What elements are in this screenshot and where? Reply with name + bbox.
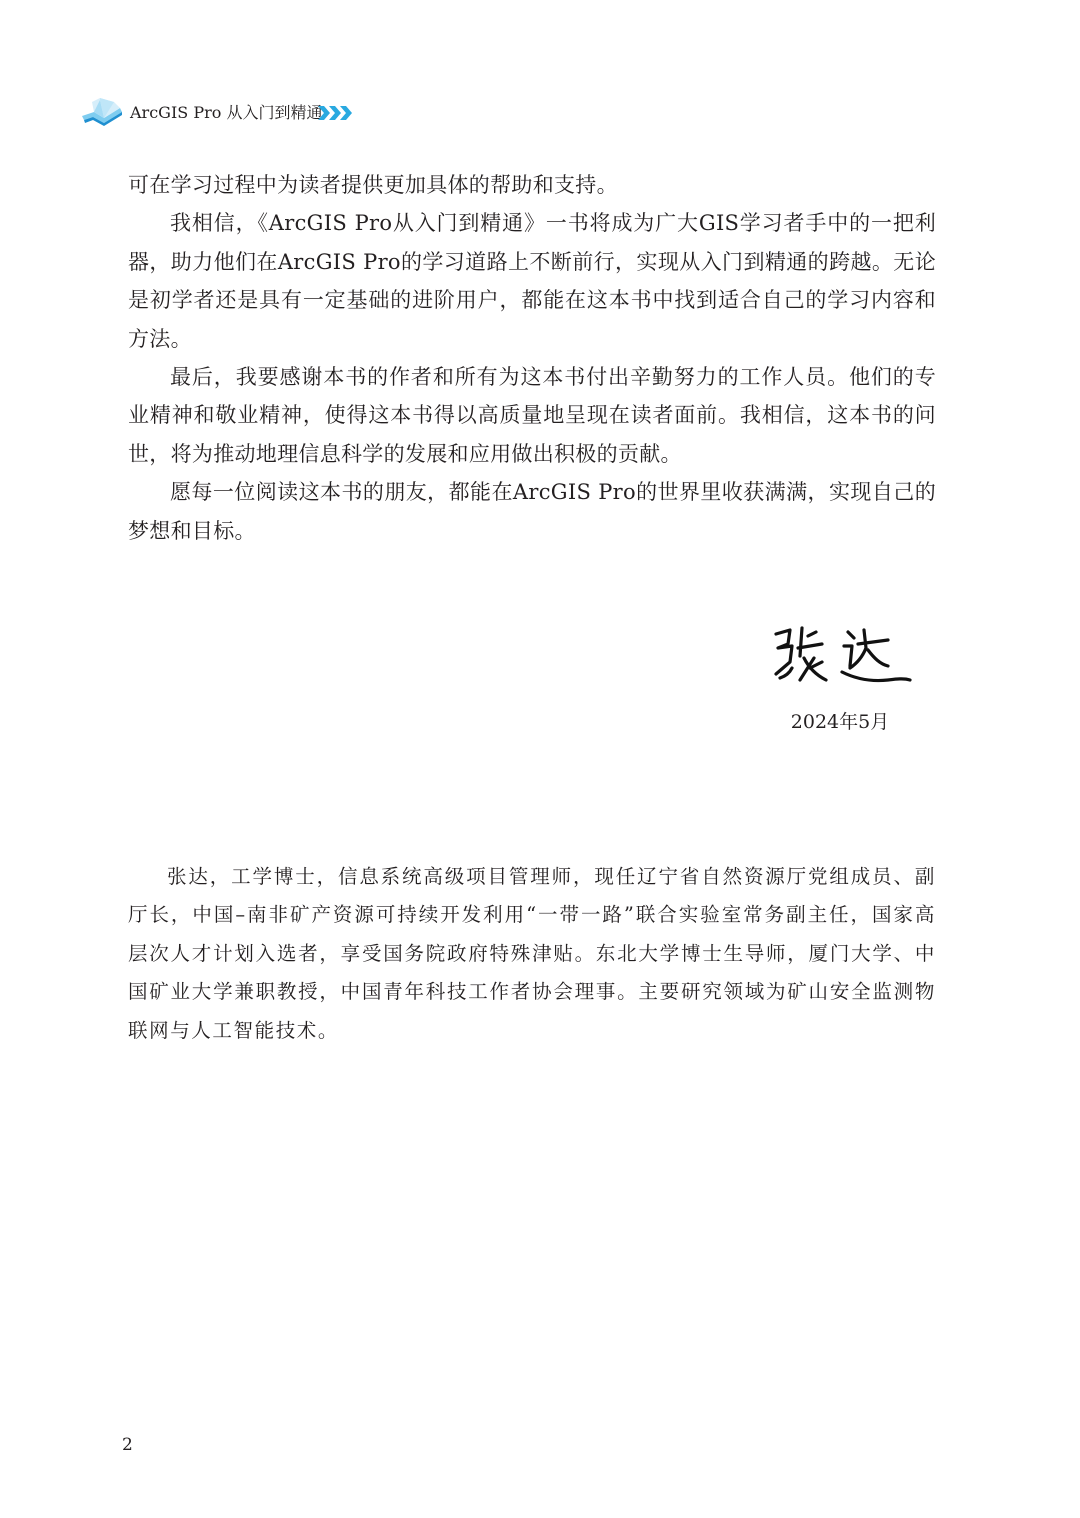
paragraph: 我相信，《ArcGIS Pro从入门到精通》一书将成为广大GIS学习者手中的一把利器，助力他们在ArcGIS Pro的学习道路上不断前行，实现从入门到精通的跨越。无论是初学者还是具有一定基础的进阶用户，都能在这本书中找到适合自己的学习内容和方法。 — [128, 211, 936, 351]
running-header — [80, 92, 480, 132]
paragraph: 愿每一位阅读这本书的朋友，都能在ArcGIS Pro的世界里收获满满，实现自己的梦想和目标。 — [128, 480, 936, 543]
foreword-body — [128, 166, 936, 550]
running-header-title: ArcGIS Pro 从入门到精通 — [130, 103, 323, 122]
signature-date: 2024年5月 — [790, 711, 890, 733]
page-number: 2 — [122, 1435, 133, 1455]
paragraph: 最后，我要感谢本书的作者和所有为这本书付出辛勤努力的工作人员。他们的专业精神和敬业精神，使得这本书得以高质量地呈现在读者面前。我相信，这本书的问世，将为推动地理信息科学的发展和应用做出积极的贡献。 — [128, 365, 936, 466]
handwritten-signature — [770, 622, 915, 690]
triple-chevron-icon — [317, 105, 353, 121]
author-bio: 张达，工学博士，信息系统高级项目管理师，现任辽宁省自然资源厅党组成员、副厅长，中国–南非矿产资源可持续开发利用“一带一路”联合实验室常务副主任，国家高层次人才计划入选者，享受国务院政府特殊津贴。东北大学博士生导师，厦门大学、中国矿业大学兼职教授，中国青年科技工作者协会理事。主要研究领域为矿山安全监测物联网与人工智能技术。 — [128, 865, 936, 1042]
paragraph-continuation: 可在学习过程中为读者提供更加具体的帮助和支持。 — [128, 173, 618, 197]
book-logo-icon — [80, 92, 124, 128]
